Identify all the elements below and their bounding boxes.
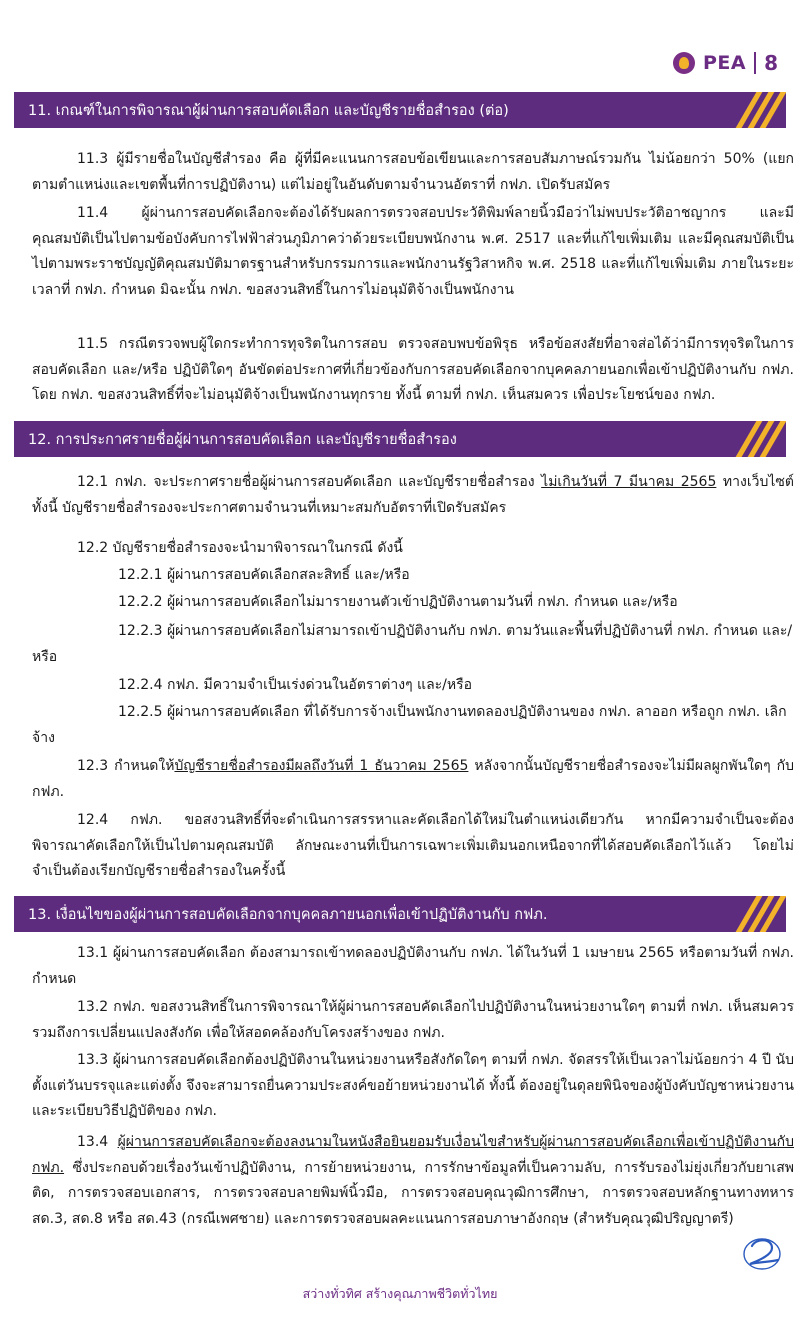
stripes-decoration bbox=[736, 896, 782, 932]
paragraph-13-4 bbox=[32, 1130, 794, 1232]
pea-logo-icon bbox=[673, 52, 695, 74]
footer-slogan: สว่างทั่วทิศ สร้างคุณภาพชีวิตทั่วไทย bbox=[302, 1286, 498, 1301]
section-title: 11. เกณฑ์ในการพิจารณาผู้ผ่านการสอบคัดเลือก และบัญชีรายชื่อสำรอง (ต่อ) bbox=[28, 102, 509, 119]
item-12-2-1: 12.2.1 ผู้ผ่านการสอบคัดเลือกสละสิทธิ์ และ/หรือ bbox=[118, 567, 410, 583]
text-run: 12.3 กำหนดให้ bbox=[77, 758, 175, 774]
page-number: 8 bbox=[764, 51, 778, 75]
stripes-decoration bbox=[736, 92, 782, 128]
handwritten-initial-icon bbox=[742, 1234, 784, 1272]
item-12-2-2: 12.2.2 ผู้ผ่านการสอบคัดเลือกไม่มารายงานตัวเข้าปฏิบัติงานตามวันที่ กฟภ. กำหนด และ/หรือ bbox=[118, 594, 678, 610]
text-run: 13.4 bbox=[77, 1134, 118, 1150]
pea-logo-text: PEA bbox=[702, 52, 747, 74]
item-12-2-3: 12.2.3 ผู้ผ่านการสอบคัดเลือกไม่สามารถเข้าปฏิบัติงานกับ กฟภ. ตามวันและพื้นที่ปฏิบัติงานที่ กฟภ. กำหนด และ/หรือ bbox=[32, 623, 793, 665]
item-12-2-4: 12.2.4 กฟภ. มีความจำเป็นเร่งด่วนในอัตราต่างๆ และ/หรือ bbox=[118, 677, 473, 693]
paragraph-11-5: 11.5 กรณีตรวจพบผู้ใดกระทำการทุจริตในการสอบ ตรวจสอบพบข้อพิรุธ หรือข้อสงสัยที่อาจส่อได้ว่ามีการทุจริตในการสอบคัดเลือก และ/หรือ ปฏิบัติใดๆ อันขัดต่อประกาศที่เกี่ยวข้องกับการสอบคัดเลือกจากบุคคลภายนอกเพื่อเข้าปฏิบัติงานกับ กฟภ. โดย กฟภ. ขอสงวนสิทธิ์ที่จะไม่อนุมัติจ้างเป็นพนักงานทุกราย ทั้งนี้ ตามที่ กฟภ. เห็นสมควร เพื่อประโยชน์ของ กฟภ. bbox=[32, 336, 794, 404]
section-header-13 bbox=[14, 896, 786, 932]
paragraph-12-2: 12.2 บัญชีรายชื่อสำรองจะนำมาพิจารณาในกรณี ดังนี้ bbox=[77, 540, 403, 556]
text-run: ทางเว็บไซต์ ทั้งนี้ บัญชีรายชื่อสำรองจะประกาศตามจำนวนที่เหมาะสมกับอัตราที่เปิดรับสมัคร bbox=[32, 474, 795, 516]
paragraph-13-1: 13.1 ผู้ผ่านการสอบคัดเลือก ต้องสามารถเข้าทดลองปฏิบัติงานกับ กฟภ. ได้ในวันที่ 1 เมษายน 2565 หรือตามวันที่ กฟภ. กำหนด bbox=[32, 945, 794, 987]
paragraph-13-2: 13.2 กฟภ. ขอสงวนสิทธิ์ในการพิจารณาให้ผู้ผ่านการสอบคัดเลือกไปปฏิบัติงานในหน่วยงานใดๆ ตามที่ กฟภ. เห็นสมควร รวมถึงการเปลี่ยนแปลงสังกัด เพื่อให้สอดคล้องกับโครงสร้างของ กฟภ. bbox=[32, 999, 794, 1041]
paragraph-12-4: 12.4 กฟภ. ขอสงวนสิทธิ์ที่จะดำเนินการสรรหาและคัดเลือกได้ใหม่ในตำแหน่งเดียวกัน หากมีความจำเป็นจะต้องพิจารณาคัดเลือกให้เป็นไปตามคุณสมบัติ ลักษณะงานที่เป็นการเฉพาะเพิ่มเติมนอกเหนือจากที่ได้สอบคัดเลือกไว้แล้ว โดยไม่จำเป็นต้องเรียกบัญชีรายชื่อสำรองในครั้งนี้ bbox=[32, 812, 794, 880]
paragraph-11-3: 11.3 ผู้มีรายชื่อในบัญชีสำรอง คือ ผู้ที่มีคะแนนการสอบข้อเขียนและการสอบสัมภาษณ์รวมกัน ไม่น้อยกว่า 50% (แยกตามตำแหน่งและเขตพื้นที่การปฏิบัติงาน) แต่ไม่อยู่ในอันดับตามจำนวนอัตราที่ กฟภ. เปิดรับสมัคร bbox=[32, 151, 794, 193]
paragraph-13-3: 13.3 ผู้ผ่านการสอบคัดเลือกต้องปฏิบัติงานในหน่วยงานหรือสังกัดใดๆ ตามที่ กฟภ. จัดสรรให้เป็นเวลาไม่น้อยกว่า 4 ปี นับตั้งแต่วันบรรจุและแต่งตั้ง จึงจะสามารถยื่นความประสงค์ขอย้ายหน่วยงานได้ ทั้งนี้ ต้องอยู่ในดุลยพินิจของผู้บังคับบัญชาหน่วยงาน และระเบียบวิธีปฏิบัติของ กฟภ. bbox=[32, 1052, 794, 1120]
header-divider bbox=[754, 52, 756, 74]
page-header bbox=[673, 46, 778, 80]
underlined-date: บัญชีรายชื่อสำรองมีผลถึงวันที่ 1 ธันวาคม 2565 bbox=[174, 758, 469, 774]
underlined-condition: ผู้ผ่านการสอบคัดเลือกจะต้องลงนามในหนังสือยินยอมรับเงื่อนไขสำหรับผู้ผ่านการสอบคัดเลือกเพื่อเข้าปฏิบัติงานกับ กฟภ. bbox=[32, 1134, 794, 1176]
text-run: ซึ่งประกอบด้วยเรื่องวันเข้าปฏิบัติงาน, การย้ายหน่วยงาน, การรักษาข้อมูลที่เป็นความลับ, การรับรองไม่ยุ่งเกี่ยวกับยาเสพติด, การตรวจสอบเอกสาร, การตรวจสอบลายพิมพ์นิ้วมือ, การตรวจสอบคุณวุฒิการศึกษา, การตรวจสอบหลักฐานทางทหาร สด.3, สด.8 หรือ สด.43 (กรณีเพศชาย) และการตรวจสอบผลคะแนนการสอบภาษาอังกฤษ (สำหรับคุณวุฒิปริญญาตรี) bbox=[32, 1159, 794, 1227]
text-run: หลังจากนั้นบัญชีรายชื่อสำรองจะไม่มีผลผูกพันใดๆ กับ กฟภ. bbox=[32, 758, 794, 800]
section-title: 12. การประกาศรายชื่อผู้ผ่านการสอบคัดเลือก และบัญชีรายชื่อสำรอง bbox=[28, 431, 457, 448]
paragraph-12-1 bbox=[32, 470, 794, 521]
stripes-decoration bbox=[736, 421, 782, 457]
section-header-11 bbox=[14, 92, 786, 128]
section-title: 13. เงื่อนไขของผู้ผ่านการสอบคัดเลือกจากบุคคลภายนอกเพื่อเข้าปฏิบัติงานกับ กฟภ. bbox=[28, 906, 548, 923]
section-header-12 bbox=[14, 421, 786, 457]
text-run: 12.1 กฟภ. จะประกาศรายชื่อผู้ผ่านการสอบคัดเลือก และบัญชีรายชื่อสำรอง bbox=[77, 474, 542, 490]
underlined-deadline: ไม่เกินวันที่ 7 มีนาคม 2565 bbox=[541, 474, 717, 490]
paragraph-12-3 bbox=[32, 754, 794, 805]
item-12-2-5: 12.2.5 ผู้ผ่านการสอบคัดเลือก ที่ได้รับการจ้างเป็นพนักงานทดลองปฏิบัติงานของ กฟภ. ลาออก หรือถูก กฟภ. เลิกจ้าง bbox=[32, 704, 787, 746]
paragraph-11-4: 11.4 ผู้ผ่านการสอบคัดเลือกจะต้องได้รับผลการตรวจสอบประวัติพิมพ์ลายนิ้วมือว่าไม่พบประวัติอาชญากร และมีคุณสมบัติเป็นไปตามข้อบังคับการไฟฟ้าส่วนภูมิภาคว่าด้วยระเบียบพนักงาน พ.ศ. 2517 และที่แก้ไขเพิ่มเติม และมีคุณสมบัติเป็นไปตามพระราชบัญญัติคุณสมบัติมาตรฐานสำหรับกรรมการและพนักงานรัฐวิสาหกิจ พ.ศ. 2518 และที่แก้ไขเพิ่มเติม ภายในระยะเวลาที่ กฟภ. กำหนด มิฉะนั้น กฟภ. ขอสงวนสิทธิ์ในการไม่อนุมัติจ้างเป็นพนักงาน bbox=[32, 205, 794, 298]
